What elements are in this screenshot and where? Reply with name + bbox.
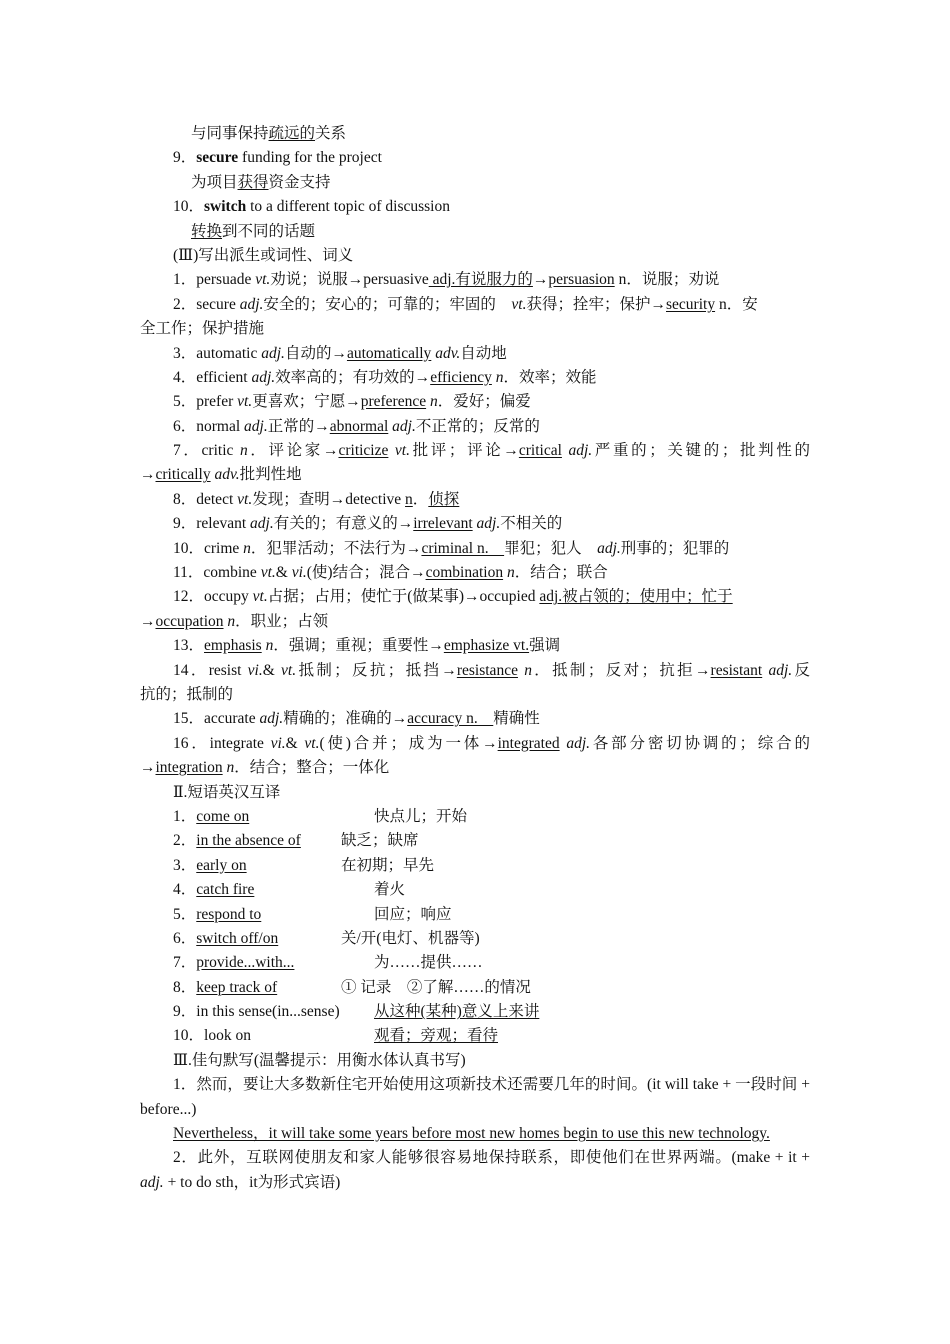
text: 发现；查明→detective xyxy=(252,490,406,508)
sentence-answer xyxy=(140,1122,810,1146)
pos: vt. xyxy=(304,734,320,752)
answer-underline: occupation xyxy=(155,612,224,630)
text: ．评论家→ xyxy=(247,442,339,460)
text: 与同事保持 xyxy=(191,125,269,142)
pos: adj. xyxy=(251,368,276,386)
pos: vi. xyxy=(291,564,307,582)
sentence-question: 1．然而，要让大多数新住宅开始使用这项新技术还需要几年的时间。(it will take + 一段时间 + before...) xyxy=(140,1076,810,1118)
answer-underline: critically xyxy=(155,466,211,484)
item-number: 6． xyxy=(173,929,197,947)
phrase-row xyxy=(140,1000,810,1024)
deriv-continuation xyxy=(140,463,810,487)
deriv-item xyxy=(140,268,810,292)
text: 3．automatic xyxy=(173,344,262,362)
text: & xyxy=(275,564,292,582)
text: n．说服；劝说 xyxy=(614,271,720,289)
answer-underline: automatically xyxy=(346,344,432,362)
pos: n xyxy=(426,393,438,411)
text: 占据；占用；使忙于(做某事)→occupied xyxy=(267,588,540,606)
deriv-item xyxy=(140,659,810,683)
text: 各部分密切协调的；综合的 xyxy=(590,734,810,752)
answer-underline: efficiency xyxy=(430,368,492,386)
text: 回应；响应 xyxy=(374,905,452,923)
text: → xyxy=(140,466,156,484)
text: 10．crime xyxy=(173,539,244,557)
text: n．安 xyxy=(715,295,758,313)
answer-underline: adj.有说服力的 xyxy=(428,271,533,289)
answer-underline: in the absence of xyxy=(196,832,301,850)
text: in this sense(in...sense) xyxy=(196,1003,340,1021)
deriv-continuation xyxy=(140,610,810,634)
text: (使)合并；成为一体→ xyxy=(319,734,498,752)
document-content xyxy=(140,122,810,1195)
answer-underline: preference xyxy=(360,393,427,411)
phrase-english xyxy=(173,1024,374,1048)
pos: n xyxy=(239,442,248,460)
phrase-chinese xyxy=(374,1024,498,1048)
phrase-english xyxy=(173,805,374,829)
deriv-item xyxy=(140,634,810,658)
pos: n xyxy=(222,759,235,777)
pos: adj. xyxy=(762,661,793,679)
pos: n xyxy=(503,564,515,582)
text: 批评；评论→ xyxy=(409,442,519,460)
text: ．爱好；偏爱 xyxy=(437,393,531,411)
text: 批判性地 xyxy=(239,466,302,484)
answer-underline: 从这种(某种)意义上来讲 xyxy=(374,1003,540,1021)
answer-underline: provide...with... xyxy=(196,954,295,972)
text: 16．integrate xyxy=(173,734,271,752)
item-number: 8． xyxy=(173,978,197,996)
answer-underline: persuasion xyxy=(548,271,615,289)
deriv-item xyxy=(140,366,810,390)
text: 劝说；说服→persuasive xyxy=(270,271,429,289)
deriv-item xyxy=(140,439,810,463)
pos: adj. xyxy=(261,344,285,362)
text: 安全的；安心的；可靠的；牢固的 xyxy=(263,295,512,313)
phrase-chinese xyxy=(374,951,483,975)
deriv-item xyxy=(140,561,810,585)
text: 获得；拴牢；保护→ xyxy=(526,295,666,313)
pos: vt. xyxy=(260,564,276,582)
phrase-chinese xyxy=(374,805,467,829)
text: 精确性 xyxy=(493,710,540,728)
answer-underline: emphasize vt. xyxy=(443,637,530,655)
answer-underline: catch fire xyxy=(196,881,255,899)
answer-underline: abnormal xyxy=(329,417,389,435)
phrase-chinese xyxy=(341,976,531,1000)
text: 4．efficient xyxy=(173,368,252,386)
pos: vt. xyxy=(388,442,410,460)
phrase-row xyxy=(140,927,810,951)
text: 5．prefer xyxy=(173,393,238,411)
text: & xyxy=(262,661,282,679)
phrase-english xyxy=(173,976,341,1000)
answer-underline: adj.被占领的；使用中；忙于 xyxy=(539,588,733,606)
phrase-row xyxy=(140,976,810,1000)
section-heading: Ⅲ.佳句默写(温馨提示：用衡水体认真书写) xyxy=(173,1051,466,1069)
phrase-list xyxy=(140,805,810,1049)
phrase-row xyxy=(140,903,810,927)
deriv-continuation: 全工作；保护措施 xyxy=(140,320,265,338)
answer-underline: resistant xyxy=(710,661,763,679)
text: 为……提供…… xyxy=(374,954,483,972)
text: 缺乏；缺席 xyxy=(341,832,419,850)
pos: n xyxy=(517,661,532,679)
text: 1．persuade xyxy=(173,271,256,289)
pos: vi. xyxy=(247,661,263,679)
phrase-english xyxy=(173,1000,374,1024)
text: 11．combine xyxy=(173,564,261,582)
item-number: 9． xyxy=(173,1003,197,1021)
pos: adj. xyxy=(388,417,416,435)
text: 正常的→ xyxy=(267,417,330,435)
text: 刑事的；犯罪的 xyxy=(620,539,730,557)
answer-underline: come on xyxy=(196,807,250,825)
text: 为项目 xyxy=(191,173,238,191)
text: (使)结合；混合→ xyxy=(306,564,426,582)
text: 强调 xyxy=(529,637,561,655)
deriv-item xyxy=(140,512,810,536)
item-number: 2． xyxy=(173,832,197,850)
phrase-chinese xyxy=(374,1000,539,1024)
deriv-item xyxy=(140,707,810,731)
phrase-chinese xyxy=(374,903,452,927)
answer-underline: accuracy n. xyxy=(407,710,494,728)
pos: vt. xyxy=(281,661,297,679)
text: to a different topic of discussion xyxy=(246,198,450,216)
deriv-item xyxy=(140,488,810,512)
pos: adv. xyxy=(210,466,240,484)
text: ① 记录 ②了解……的情况 xyxy=(341,978,531,996)
text: 9．relevant xyxy=(173,515,251,533)
answer-underline: integrated xyxy=(497,734,560,752)
answer-underline: resistance xyxy=(456,661,518,679)
answer-underline: criticize xyxy=(338,442,389,460)
answer-underline: 获得 xyxy=(237,173,269,191)
pos: vt. xyxy=(255,271,271,289)
top-line-4 xyxy=(140,195,810,219)
top-line-5 xyxy=(140,220,810,244)
phrase-english xyxy=(173,951,374,975)
text: 效率高的；有功效的→ xyxy=(275,368,431,386)
pos: adj. xyxy=(559,734,590,752)
phrase-chinese xyxy=(341,854,434,878)
answer-underline: critical xyxy=(518,442,562,460)
text: ．职业；占领 xyxy=(235,612,329,630)
text: 关/开(电灯、机器等) xyxy=(341,929,480,947)
text: ．犯罪活动；不法行为→ xyxy=(250,539,422,557)
phrase-row xyxy=(140,829,810,853)
deriv-item xyxy=(140,342,810,366)
top-line-2 xyxy=(140,146,810,170)
text: 7．critic xyxy=(173,442,240,460)
answer-underline: emphasis xyxy=(204,637,262,655)
answer-underline: criminal n. xyxy=(421,539,505,557)
phrase-chinese xyxy=(341,829,419,853)
phrase-english xyxy=(173,829,341,853)
item-number: 3． xyxy=(173,856,197,874)
text: 12．occupy xyxy=(173,588,253,606)
item-number: 10． xyxy=(173,198,205,216)
item-number: 1． xyxy=(173,807,197,825)
pos: adj. xyxy=(561,442,593,460)
text: ．强调；重视；重要性→ xyxy=(273,637,444,655)
text: look on xyxy=(204,1027,251,1045)
deriv-item xyxy=(140,293,810,317)
text: 严重的；关键的；批判性的 xyxy=(592,442,810,460)
answer-underline: Nevertheless，it will take some years before most new homes begin to use this new technology. xyxy=(173,1125,770,1143)
text: 自动的→ xyxy=(284,344,347,362)
text: 罪犯；犯人 xyxy=(504,539,598,557)
text: 到不同的话题 xyxy=(222,222,316,240)
pos: adj. xyxy=(244,417,268,435)
phrase-english xyxy=(173,927,341,951)
text: 更喜欢；宁愿→ xyxy=(252,393,361,411)
deriv-item xyxy=(140,732,810,756)
pos: adv. xyxy=(431,344,461,362)
text: + to do sth，it为形式宾语) xyxy=(163,1173,341,1191)
text: 反 xyxy=(792,661,810,679)
pos: adj. xyxy=(250,515,274,533)
text: 6．normal xyxy=(173,417,245,435)
pos: vt. xyxy=(237,490,253,508)
answer-underline: early on xyxy=(196,856,247,874)
deriv-continuation xyxy=(140,756,810,780)
keyword: switch xyxy=(204,198,247,216)
text: 着火 xyxy=(374,881,406,899)
text: → xyxy=(140,759,156,777)
text: ．结合；整合；一体化 xyxy=(234,759,390,777)
text: ．抵制；反对；抗拒→ xyxy=(531,661,711,679)
deriv-item xyxy=(140,537,810,561)
pos: n xyxy=(261,637,274,655)
item-number: 5． xyxy=(173,905,197,923)
text: funding for the project xyxy=(238,149,382,167)
answer-underline: keep track of xyxy=(196,978,278,996)
text: 不相关的 xyxy=(500,515,563,533)
text: 有关的；有意义的→ xyxy=(273,515,414,533)
phrase-chinese xyxy=(341,927,480,951)
deriv-item xyxy=(140,390,810,414)
answer-underline: 观看；旁观；看待 xyxy=(374,1027,499,1045)
text: 快点儿；开始 xyxy=(374,807,468,825)
text: 2．此外，互联网使朋友和家人能够很容易地保持联系，即使他们在世界两端。(make + it + xyxy=(173,1149,810,1167)
text: 8．detect xyxy=(173,490,238,508)
keyword: secure xyxy=(196,149,239,167)
phrase-row xyxy=(140,951,810,975)
item-number: 10． xyxy=(173,1027,205,1045)
answer-underline: combination xyxy=(425,564,504,582)
phrase-english xyxy=(173,854,341,878)
text: 15．accurate xyxy=(173,710,260,728)
phrase-row xyxy=(140,805,810,829)
text: 在初期；早先 xyxy=(341,856,435,874)
pos: adj. xyxy=(140,1173,164,1191)
pos: n xyxy=(223,612,236,630)
sentence-question xyxy=(140,1146,810,1195)
answer-underline: n xyxy=(405,490,413,508)
text: 14．resist xyxy=(173,661,248,679)
section-heading: Ⅱ.短语英汉互译 xyxy=(173,783,281,801)
text: ． xyxy=(412,490,429,508)
pos: adj. xyxy=(259,710,284,728)
text: & xyxy=(285,734,305,752)
phrase-row xyxy=(140,854,810,878)
text: 关系 xyxy=(315,125,347,142)
text: 2．secure xyxy=(173,295,240,313)
pos: adj. xyxy=(597,539,621,557)
text: 精确的；准确的→ xyxy=(283,710,408,728)
top-line-1 xyxy=(140,122,810,146)
text: ．效率；效能 xyxy=(503,368,597,386)
pos: vt. xyxy=(252,588,268,606)
text: 抵制；反抗；抵挡→ xyxy=(296,661,457,679)
item-number: 9． xyxy=(173,149,197,167)
top-line-3 xyxy=(140,171,810,195)
item-number: 7． xyxy=(173,954,197,972)
text: 自动地 xyxy=(460,344,507,362)
section-heading: (Ⅲ)写出派生或词性、词义 xyxy=(173,246,354,264)
pos: adj. xyxy=(472,515,501,533)
phrase-row xyxy=(140,878,810,902)
phrase-row xyxy=(140,1024,810,1048)
answer-underline: respond to xyxy=(196,905,262,923)
answer-underline: 侦探 xyxy=(428,490,460,508)
text: ．结合；联合 xyxy=(514,564,608,582)
answer-underline: 转换 xyxy=(191,222,223,240)
deriv-continuation: 抗的；抵制的 xyxy=(140,685,234,703)
answer-underline: irrelevant xyxy=(413,515,473,533)
answer-underline: security xyxy=(666,295,716,313)
text: 不正常的；反常的 xyxy=(415,417,540,435)
text: 13． xyxy=(173,637,205,655)
pos: n xyxy=(491,368,504,386)
text: 资金支持 xyxy=(268,173,331,191)
pos: adj. xyxy=(239,295,264,313)
pos: vt. xyxy=(511,295,527,313)
text: → xyxy=(140,612,156,630)
pos: vt. xyxy=(237,393,253,411)
item-number: 4． xyxy=(173,881,197,899)
answer-underline: switch off/on xyxy=(196,929,279,947)
text: → xyxy=(532,271,549,289)
answer-underline: 疏远的 xyxy=(268,125,316,142)
pos: n xyxy=(243,539,251,557)
deriv-item xyxy=(140,415,810,439)
phrase-chinese xyxy=(374,878,405,902)
answer-underline: integration xyxy=(155,759,223,777)
deriv-item xyxy=(140,585,810,609)
pos: vi. xyxy=(270,734,286,752)
phrase-english xyxy=(173,878,374,902)
phrase-english xyxy=(173,903,374,927)
